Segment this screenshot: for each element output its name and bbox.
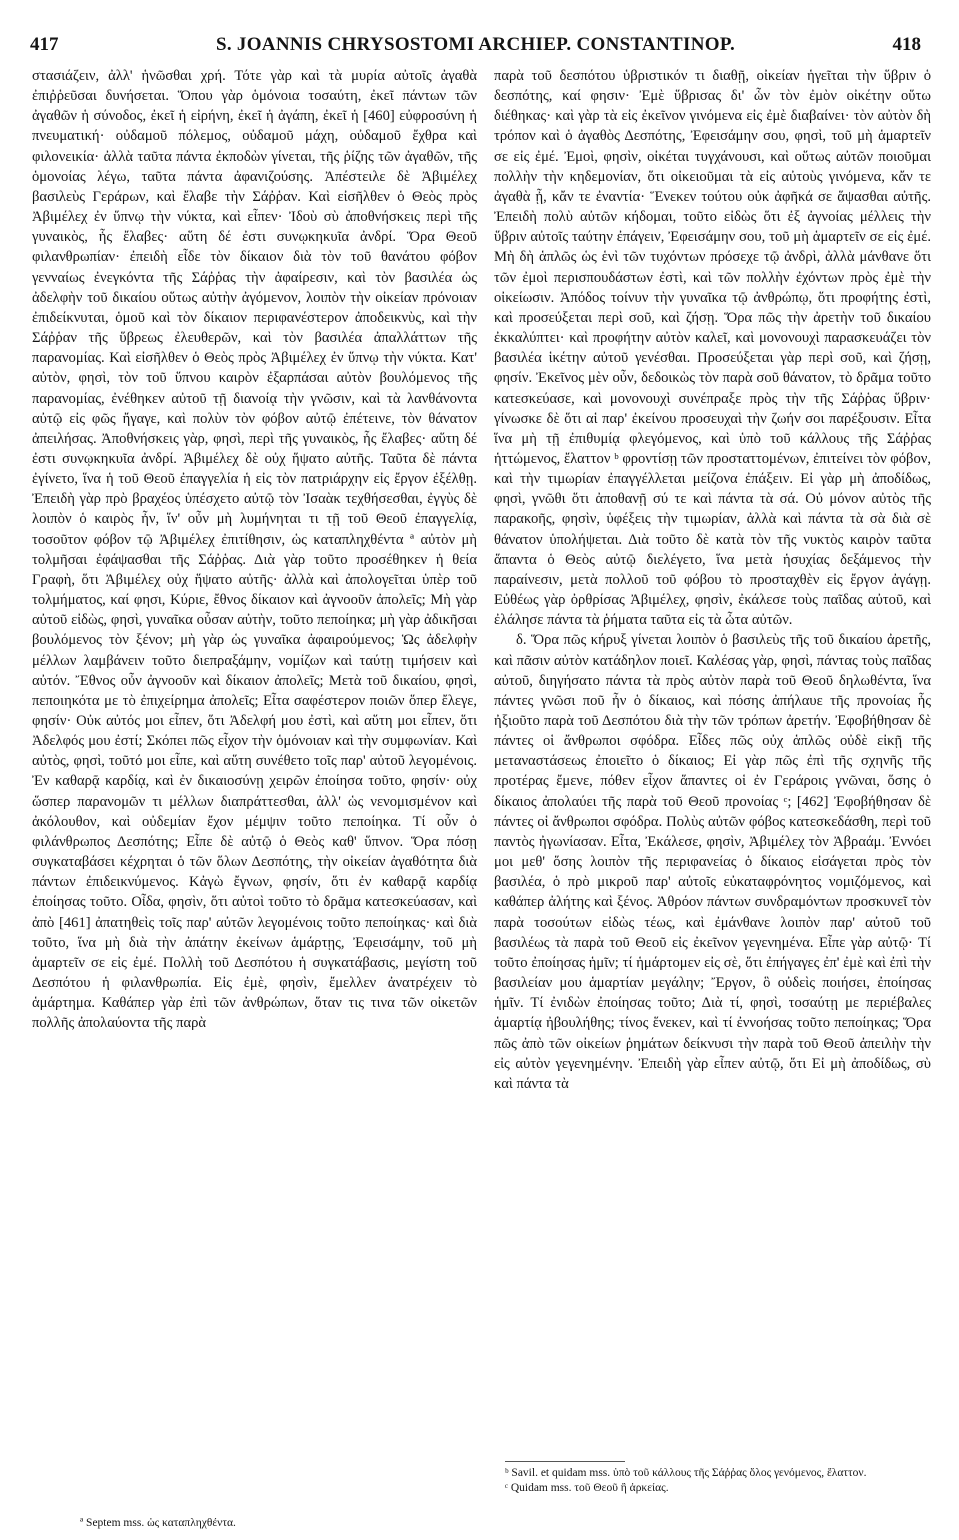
running-title: S. JOANNIS CHRYSOSTOMI ARCHIEP. CONSTANTINOP. — [215, 34, 736, 55]
page-number-right: 418 — [892, 34, 921, 55]
right-column — [494, 66, 931, 1094]
footnote-rule-right — [505, 1461, 625, 1462]
left-column — [32, 66, 477, 1034]
footnotes-left — [80, 1516, 480, 1531]
page-number-left: 417 — [30, 34, 59, 55]
footnote-a: ª Septem mss. ὡς καταπληχθέντα. — [80, 1517, 236, 1529]
footnote-b: ᵇ Savil. et quidam mss. ὑπὸ τοῦ κάλλους τῆς Σάῤῥας ὅλος γενόμενος, ἔλαττον. — [505, 1467, 867, 1479]
running-header — [30, 34, 921, 60]
footnote-c: ᶜ Quidam mss. τοῦ Θεοῦ ἢ ἀρκείας. — [505, 1482, 669, 1494]
left-column-text: στασιάζειν, ἀλλ' ἡνῶσθαι χρή. Τότε γὰρ καὶ τὰ μυρία αὐτοῖς ἀγαθὰ ἐπιῤῥεῦσαι δυνήσεται. Ὅπου γὰρ ὁμόνοια τοσαύτη, ἐκεῖ πάντων τῶν ἀγαθῶν ἡ σύνοδος, ἐκεῖ ἡ εἰρήνη, ἐκεῖ ἡ ἀγάπη, ἐκεῖ ἡ [460] εὐφροσύνη ἡ πνευματική· οὐδαμοῦ πόλεμος, οὐδαμοῦ μάχη, οὐδαμοῦ ἔχθρα καὶ φιλονεικία· ἀλλὰ ταῦτα πάντα ἐκποδὼν γίνεται, τῆς ῥίζης τῶν ἀγαθῶν, τῆς ὁμονοίας λέγω, ταῦτα πάντα ἀφανιζούσης. Ἀπέστειλε δὲ Ἀβιμέλεχ βασιλεὺς Γεράρων, καὶ ἔλαβε τὴν Σάῤῥαν. Καὶ εἰσῆλθεν ὁ Θεὸς πρὸς Ἀβιμέλεχ ἐν ὕπνῳ τὴν νύκτα, καὶ εἶπεν· Ἰδοὺ σὺ ἀποθνήσκεις περὶ τῆς γυναικὸς, ἧς ἔλαβες· αὕτη δέ ἐστι συνῳκηκυῖα ἀνδρί. Ὅρα Θεοῦ φιλανθρωπίαν· ἐπειδὴ εἶδε τὸν δίκαιον διὰ τὸν τοῦ θανάτου φόβον γενναίως ἐνεγκόντα τῆς Σάῤῥας τὴν ἀφαίρεσιν, καὶ τὸν βασιλέα ὡς ἀδελφὴν τοῦ δικαίου οὕτως αὐτὴν ἀγόμενον, λοιπὸν τὴν οἰκείαν πρόνοιαν ἐπιδείκνυται, ὁμοῦ καὶ τὸν δίκαιον περιφανέστερον ἀποδεικνὺς, καὶ τὴν Σάῤῥαν τῆς ὕβρεως ἐλευθερῶν, καὶ τὸν βασιλέα ἀπαλλάττων τῆς παρανομίας. Καὶ εἰσῆλθεν ὁ Θεὸς πρὸς Ἀβιμέλεχ ἐν ὕπνῳ τὴν νύκτα. Κατ' αὐτὸν, φησὶ, τὸν τοῦ ὕπνου καιρὸν ἐξαρπάσαι αὐτὸν βουλόμενος τῆς παρανομίας, ἐνέθηκεν αὐτοῦ τῇ διανοίᾳ τὴν γνῶσιν, καὶ τὰ λανθάνοντα αὐτῷ εἰς φῶς ἤγαγε, καὶ πολὺν τὸν φόβον αὐτῷ ἐπέτεινε, τὸν θάνατον ἀπειλήσας. Ἀποθνήσκεις γὰρ, φησὶ, περὶ τῆς γυναικὸς, ἧς ἔλαβες· αὕτη δέ ἐστι συνῳκηκυῖα ἀνδρί. Ἀβιμέλεχ δὲ οὐχ ἥψατο αὐτῆς. Ταῦτα δὲ πάντα ἐγίνετο, ἵνα ἡ τοῦ Θεοῦ ἐπαγγελία ἡ εἰς τὸν πατριάρχην εἰς ἔργον ἐξέλθῃ. Ἐπειδὴ γὰρ πρὸ βραχέος ὑπέσχετο αὐτῷ τὸν Ἰσαὰκ τεχθήσεσθαι, ἐγγὺς δὲ λοιπὸν ὁ καιρὸς ἦν, ἵν' οὖν μὴ λυμήνηται τι τῇ τοῦ Θεοῦ ἐπαγγελίᾳ, τοσοῦτον φόβον τῷ Ἀβιμέλεχ ἐπιτίθησιν, ὡς καταπληχθέντα ª αὐτὸν μὴ τολμῆσαι ἐφάψασθαι τῆς Σάῤῥας. Διὰ γὰρ τοῦτο προσέθηκεν ἡ θεία Γραφὴ, ὅτι Ἀβιμέλεχ οὐχ ἥψατο αὐτῆς· ἀλλὰ καὶ ἀπολογεῖται ὑπὲρ τοῦ τολμήματος, καί φησι, Κύριε, ἔθνος δίκαιον καὶ ἀγνοοῦν ἀπολεῖς; Μὴ γὰρ αὐτοῦ εἰδὼς, φησὶ, γυναῖκα οὖσαν αὐτὴν, τοῦτο πεποίηκα; μὴ γὰρ ἀδικῆσαι βουλόμενος τὸν ξένον; μὴ γὰρ ὡς γυναῖκα ἀφαιρούμενος; Ὡς ἀδελφὴν μέλλων λαμβάνειν τοῦτο διεπραξάμην, νομίζων καὶ ταύτῃ τιμήσειν καὶ αὐτόν. Ἔθνος οὖν ἀγνοοῦν καὶ δίκαιον ἀπολεῖς; Μετὰ τοῦ δικαίου, φησὶ, πεποιηκότα με τὸ ἐπιχείρημα ἀπολεῖς; Εἶτα σαφέστερον ποιῶν ὅπερ ἔλεγε, φησίν· Οὐκ αὐτός μοι εἶπεν, ὅτι Ἀδελφή μου ἐστὶ, καὶ αὕτη μοι εἶπεν, ὅτι Ἀδελφός μου ἐστί; Σκόπει πῶς εἶχον τὴν ὁμόνοιαν καὶ τὴν συμφωνίαν. Καὶ αὐτὸς, φησὶ, τοῦτό μοι εἶπε, καὶ αὕτη συνέθετο τοῖς παρ' αὐτοῦ λεγομένοις. Ἐν καθαρᾷ καρδίᾳ, καὶ ἐν δικαιοσύνῃ χειρῶν ἐποίησα τοῦτο, φησίν· οὐχ ὥσπερ παρανομῶν τι μέλλων διαπράττεσθαι, ἀλλ' ὡς νενομισμένον καὶ ἀκόλουθον, καὶ οὐδεμίαν ἔχον μέμψιν τοῦτο πεποίηκα. Τί οὖν ὁ φιλάνθρωπος Δεσπότης; Εἶπε δὲ αὐτῷ ὁ Θεὸς καθ' ὕπνον. Ὅρα πόσῃ συγκαταβάσει κέχρηται ὁ τῶν ὅλων Δεσπότης, τὴν οἰκείαν ἀγαθότητα διὰ πάντων ἐπιδεικνύμενος. Κἀγὼ ἔγνων, φησίν, ὅτι ἐν καθαρᾷ καρδίᾳ ἐποίησας τοῦτο. Οἶδα, φησὶν, ὅτι αὐτοὶ τοῦτο τὸ δρᾶμα κατεσκεύασαν, καὶ ἀπὸ [461] ἀπατηθεὶς τοῖς παρ' αὐτῶν λεγομένοις τοῦτο πεποίηκας· καὶ διὰ τοῦτο, ἵνα μὴ διὰ τὴν ἀπάτην ἐκείνων ἁμάρτῃς, Ἐφεισάμην, τοῦ μὴ ἁμαρτεῖν σε εἰς ἐμέ. Πολλὴ τοῦ Δεσπότου ἡ συγκατάβασις, μεγίστη τοῦ Δεσπότου ἡ φιλανθρωπία. Εἰς ἐμὲ, φησὶν, ἔμελλεν ἀνατρέχειν τὸ ἁμάρτημα. Καθάπερ γὰρ ἐπὶ τῶν ἀνθρώπων, ὅταν τις τινα τῶν οἰκετῶν πολλῆς ἀπολαύοντα τῆς παρὰ — [32, 68, 477, 1032]
right-column-paragraph-2: δ. Ὅρα πῶς κήρυξ γίνεται λοιπὸν ὁ βασιλεὺς τῆς τοῦ δικαίου ἀρετῆς, καὶ πᾶσιν αὐτὸν κατάδηλον ποιεῖ. Καλέσας γὰρ, φησὶ, πάντας τοὺς παῖδας αὐτοῦ, διηγήσατο πάντα τὰ πρὸς αὐτὸν παρὰ τοῦ Θεοῦ δηλωθέντα, ἵνα πάντες γνῶσι ποῦ ἦν ὁ δίκαιος, καὶ πόσης ἀπήλαυε τῆς προνοίας ἧς ἠξιοῦτο παρὰ τοῦ Δεσπότου διὰ τὴν τῶν τρόπων ἀρετήν. Ἐφοβήθησαν δὲ πάντες οἱ ἄνθρωποι σφόδρα. Εἶδες πῶς οὐχ ἁπλῶς οὐδὲ εἰκῇ τῆς μεταναστάσεως ἐποιεῖτο ὁ δίκαιος; Εἰ γὰρ πῶς ἐπὶ τῆς σχηνῆς τῆς προτέρας ἔμενε, πόθεν εἶχον ἅπαντες οἱ ἐν Γεράροις γνῶναι, ὅσης ὁ δίκαιος ἀπολαύει τῆς παρὰ τοῦ Θεοῦ προνοίας ᶜ; [462] Ἐφοβήθησαν δὲ πάντες οἱ ἄνθρωποι σφόδρα. Πολὺς αὐτῶν φόβος κατεσκεδάσθη, περὶ τοῦ παντὸς ἠγωνίασαν. Εἶτα, Ἐκάλεσε, φησὶν, Ἀβιμέλεχ τὸν Ἀβραάμ. Ἐννόει μοι μεθ' ὅσης λοιπὸν τῆς περιφανείας ὁ δίκαιος εἰσάγεται πρὸς τὸν βασιλέα, ὁ πρὸ μικροῦ παρ' αὐτοῖς εὐκαταφρόνητος νομιζόμενος, καὶ καθάπερ ἀλήτης καὶ ξένος. Ἀθρόον πάντων συνδραμόντων προσκυνεῖ τὸν παρὰ τοσούτων εἰδὼς τέως, καὶ ἐμάνθανε λοιπὸν παρ' αὐτοῦ τοῦ βασιλέως τὰ παρὰ τοῦ Θεοῦ εἰς ἐκεῖνον γεγενημένα. Εἶπε γὰρ αὐτῷ· Τί τοῦτο ἐποίησας ἡμῖν; τί ἡμάρτομεν εἰς σὲ, ὅτι ἐπήγαγες ἐπ' ἐμὲ καὶ ἐπὶ τὴν βασιλείαν μου ἁμαρτίαν μεγάλην; Ἔργον, ὃ οὐδεὶς ποιήσει, ἐποίησας ἡμῖν. Τί ἐνιδὼν ἐποίησας τοῦτο; Διὰ τί, φησὶ, τοσαύτῃ με περιέβαλες ἁμαρτίᾳ ἠβουλήθης; τίνος ἕνεκεν, καὶ τί ἐννοήσας τοῦτο πεποίηκας; Ὅρα πῶς ἀπὸ τῶν οἰκείων ῥημάτων δείκνυσι τὴν παρὰ τοῦ Θεοῦ ἀπειλὴν τὴν εἰς αὐτὸν γεγενημένην. Ἐπειδὴ γὰρ εἶπεν αὐτῷ, ὅτι Εἰ μὴ ἀποδίδως, σὺ καὶ πάντα τὰ — [494, 632, 931, 1092]
right-column-paragraph-1: παρὰ τοῦ δεσπότου ὑβριστικόν τι διαθῇ, οἰκείαν ἡγεῖται τὴν ὕβριν ὁ δεσπότης, καί φησιν· Ἐμὲ ὕβρισας δι' ὧν τὸν ἐμὸν οἰκέτην οὕτω διέθηκας· καὶ γὰρ τὰ εἰς ἐκεῖνον γινόμενα εἰς ἐμὲ διαβαίνει· τὸν αὐτὸν δὴ τρόπον καὶ ὁ ἀγαθὸς Δεσπότης, Ἐφεισάμην σου, φησὶ, τοῦ μὴ ἁμαρτεῖν σε εἰς ἐμέ. Ἐμοὶ, φησὶν, οἰκέται τυγχάνουσι, καὶ οὕτως αὐτῶν ποιοῦμαι πολλὴν τὴν κηδεμονίαν, ὅτι οἰκειοῦμαι τὰ εἰς αὐτοὺς γινόμενα, κἄν τε ἀγαθὰ ᾖ, κἄν τε ἐναντία· Ἕνεκεν τούτου οὐκ ἀφῆκά σε ἅψασθαι αὐτῆς. Ἐπειδὴ πολὺ αὐτῶν κήδομαι, τοῦτο εἰδὼς ὅτι ἐξ ἀγνοίας μέλλεις τὴν ὕβριν αὐτοῖς ταύτην ἐπάγειν, Ἐφεισάμην σου, τοῦ μὴ ἁμαρτεῖν σε εἰς ἐμέ. Μὴ δὴ ἁπλῶς ὡς ἑνὶ τῶν τυχόντων πρόσεχε τῷ ἀνδρὶ, ἀλλὰ μάνθανε ὅτι τῶν ἐμοὶ περισπουδάστων ἐστὶ, καὶ τῶν πολλὴν ἐχόντων πρὸς ἐμὲ τὴν οἰκείωσιν. Ἀπόδος τοίνυν τὴν γυναῖκα τῷ ἀνθρώπῳ, ὅτι προφήτης ἐστὶ, καὶ προσεύξεται περὶ σοῦ, καὶ ζήσῃ. Ὅρα πῶς τὴν ἀρετὴν τοῦ δικαίου ἐκκαλύπτει· καὶ προφήτην αὐτὸν καλεῖ, καὶ μονονουχὶ παρασκευάζει τὸν βασιλέα ἱκέτην αὐτοῦ γενέσθαι. Προσεύξεται γὰρ περὶ σοῦ, καὶ ζήσῃ, φησίν. Ἐκεῖνος μὲν οὖν, δεδοικὼς τὸν παρὰ σοῦ θάνατον, τὸ δρᾶμα τοῦτο κατεσκεύασε, καὶ μονονουχὶ συνέπραξε πρὸς τὴν τῆς Σάῤῥας ὕβριν· γίνωσκε δὲ ὅτι αἱ παρ' ἐκείνου προσευχαὶ τὴν ζωήν σοι παρέξουσιν. Εἶτα ἵνα μὴ τῇ ἐπιθυμίᾳ φλεγόμενος, καὶ ὑπὸ τοῦ κάλλους τῆς Σάῤῥας ἡττώμενος, ἔλαττον ᵇ φροντίσῃ τῶν προσταττομένων, ἐπιτείνει τὸν φόβον, καὶ τὴν τιμωρίαν ἐπαγγέλλεται μείζονα ἐπάξειν. Εἰ γὰρ μὴ ἀποδίδως, φησὶ, γνῶθι ὅτι ἀποθανῇ σύ τε καὶ πάντα τὰ σά. Οὐ μόνον αὐτὸς τῆς παρακοῆς, φησὶν, ὑφέξεις τὴν τιμωρίαν, ἀλλὰ καὶ πάντα τὰ σὰ διὰ σὲ θάνατον ὑπολήψεται. Διὰ τοῦτο δὲ κατὰ τὸν τῆς νυκτὸς καιρὸν ταῦτα ἅπαντα ὁ Θεὸς αὐτῷ διελέγετο, ἵνα μετὰ ἡσυχίας δεξάμενος τὴν παραίνεσιν, μετὰ πολλοῦ τοῦ φόβου τὸ προσταχθὲν εἰς ἔργον ἀγάγῃ. Εὐθέως γὰρ ὀρθρίσας Ἀβιμέλεχ, φησὶν, ἐκάλεσε τοὺς παῖδας αὐτοῦ, καὶ ἐλάλησε πάντα τὰ ῥήματα ταῦτα εἰς τὰ ὦτα αὐτῶν. — [494, 68, 931, 629]
footnotes-right — [505, 1466, 935, 1496]
